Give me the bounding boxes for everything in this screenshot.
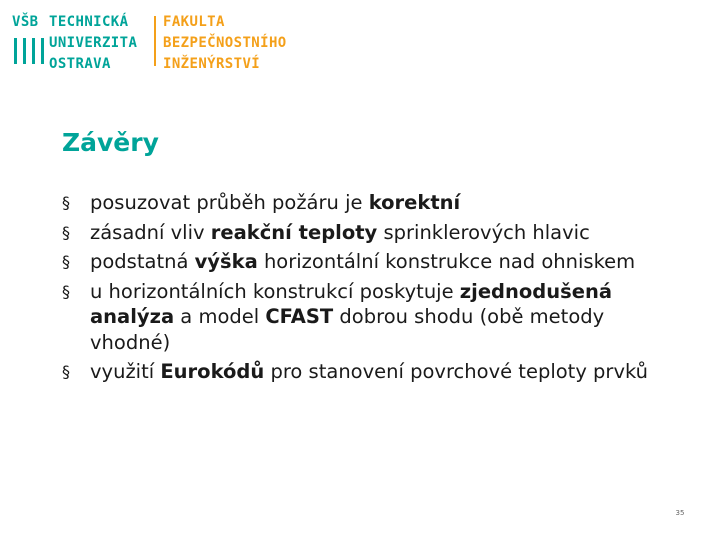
- bullet-item: [62, 220, 662, 246]
- bullet-emphasis-text: reakční teploty: [210, 220, 378, 244]
- logo-separator: [154, 16, 156, 66]
- bullet-text: zásadní vliv: [90, 220, 211, 244]
- logo-university-name: TECHNICKÁ UNIVERZITA OSTRAVA: [49, 14, 138, 72]
- bullet-emphasis-text: zjednodušená analýza: [90, 279, 613, 328]
- logo-bars-icon: [14, 38, 44, 64]
- bullet-text: pro stanovení povrchové teploty prvků: [264, 360, 649, 383]
- bullet-emphasis-text: korektní: [368, 191, 461, 214]
- bullet-text: horizontální konstrukce nad ohniskem: [257, 250, 636, 273]
- bullet-item: [62, 190, 662, 216]
- bullet-text: posuzovat průběh požáru je: [90, 191, 369, 214]
- bullet-text: u horizontálních konstrukcí poskytuje: [90, 279, 460, 303]
- bullet-marker-icon: §: [62, 193, 70, 212]
- bullet-list: [62, 190, 662, 389]
- page-number: 35: [675, 509, 685, 517]
- bullet-text: sprinklerových hlavic: [377, 220, 590, 244]
- slide-title: Závěry: [62, 128, 159, 157]
- bullet-marker-icon: §: [62, 362, 70, 381]
- logo-faculty-name: FAKULTA BEZPEČNOSTNÍHO INŽENÝRSTVÍ: [163, 14, 287, 72]
- university-logo: [0, 0, 720, 90]
- bullet-marker-icon: §: [62, 281, 70, 301]
- bullet-text: a model: [174, 305, 266, 328]
- bullet-item: [62, 279, 662, 356]
- bullet-marker-icon: §: [62, 252, 70, 271]
- bullet-text: využití: [90, 360, 161, 383]
- logo-vsb-text: VŠB: [12, 14, 39, 30]
- bullet-text: dobrou shodu (obě metody vhodné): [90, 305, 605, 354]
- bullet-marker-icon: §: [62, 222, 70, 242]
- bullet-emphasis-text: CFAST: [265, 305, 334, 328]
- bullet-item: [62, 249, 662, 275]
- bullet-emphasis-text: Eurokódů: [160, 360, 265, 383]
- bullet-emphasis-text: výška: [194, 250, 258, 273]
- bullet-item: [62, 359, 662, 385]
- bullet-text: podstatná: [90, 250, 195, 273]
